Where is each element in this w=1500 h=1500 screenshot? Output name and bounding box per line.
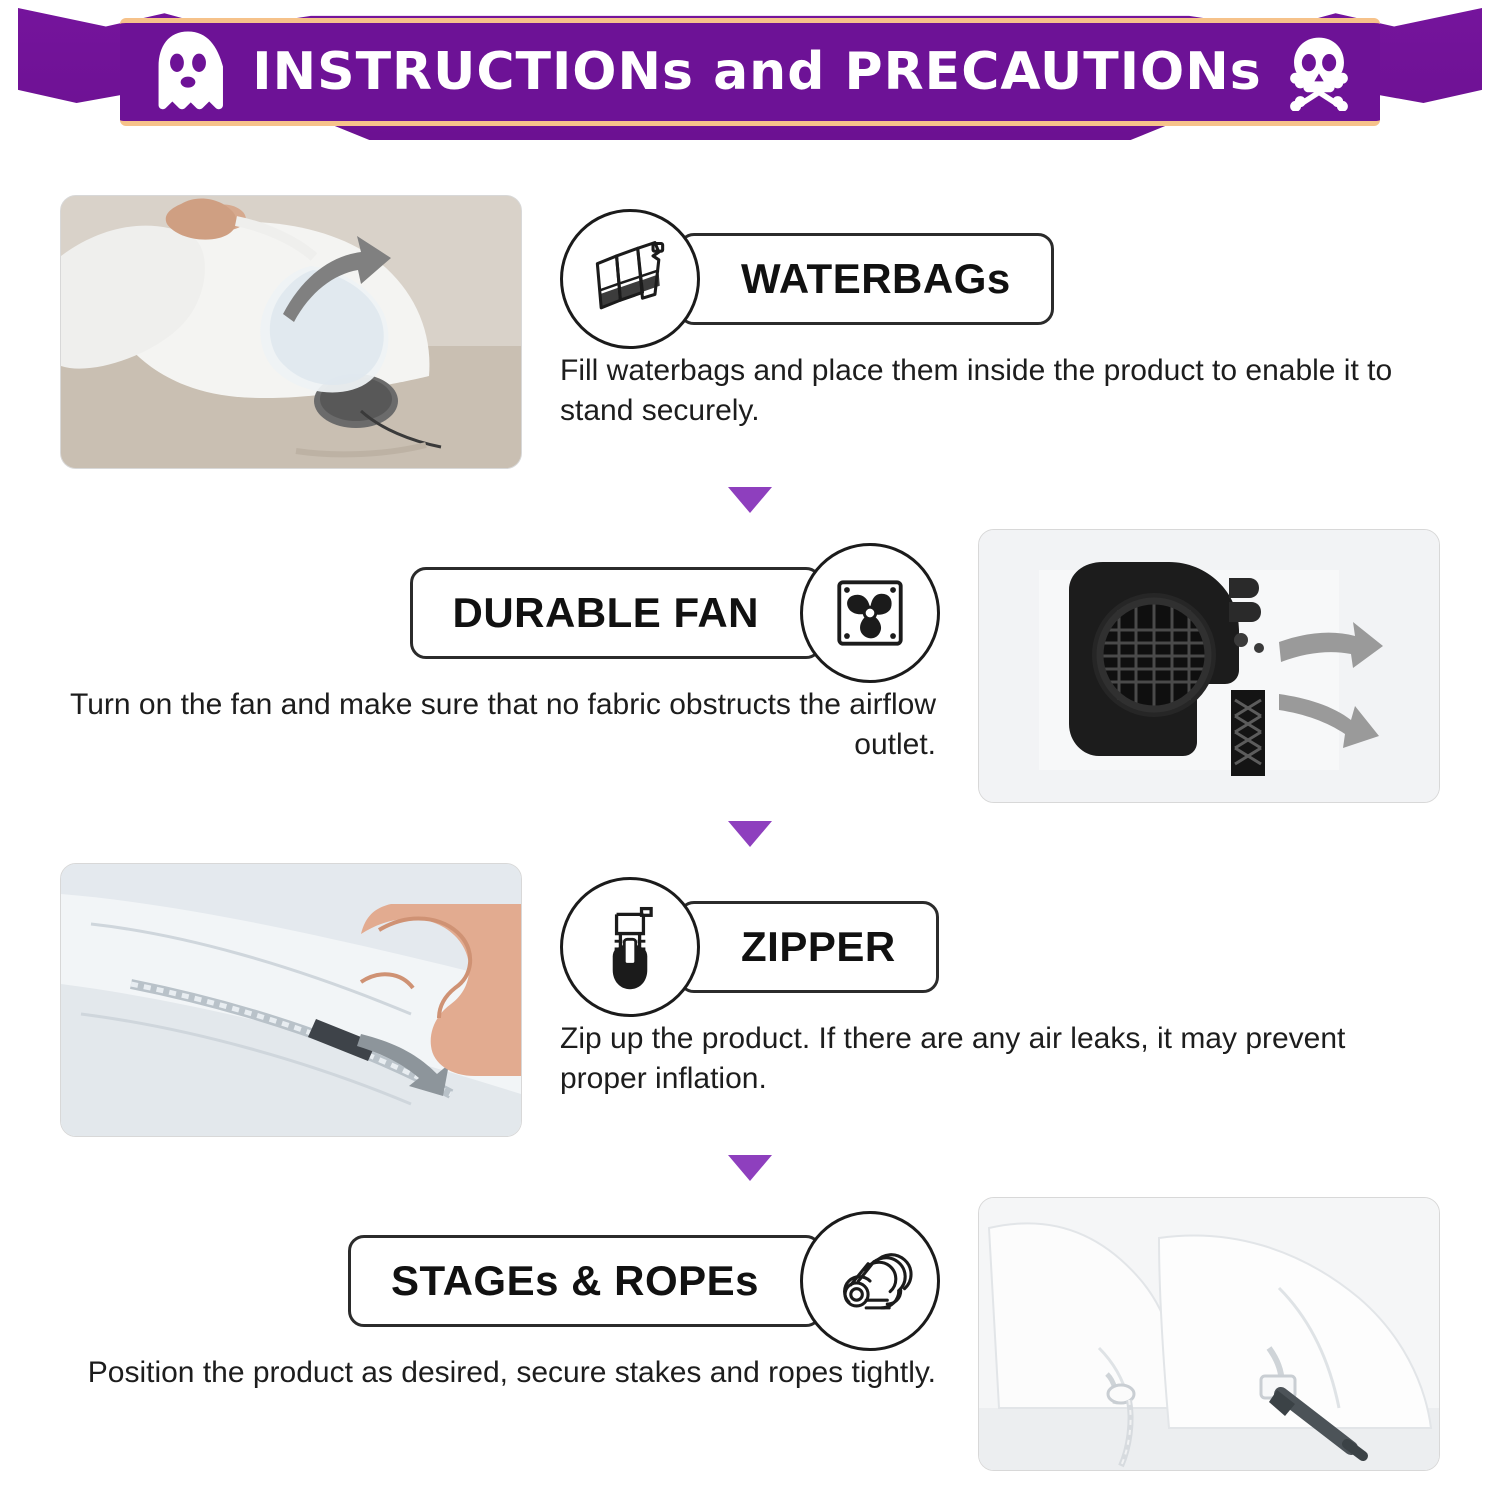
flow-arrow-3 [728, 1155, 772, 1181]
fan-label: DURABLE FAN [410, 567, 823, 659]
banner-title: INSTRUCTIONs and PRECAUTIONs [252, 42, 1262, 102]
flow-arrow-1 [728, 487, 772, 513]
stakes-ropes-photo [978, 1197, 1440, 1471]
flow-arrow-2 [728, 821, 772, 847]
fan-label-row [60, 559, 940, 667]
waterbags-photo [60, 195, 522, 469]
fan-description: Turn on the fan and make sure that no fabric obstructs the airflow outlet. [69, 688, 936, 762]
fan-icon [800, 543, 940, 683]
stages-ropes-text [60, 1197, 940, 1393]
skull-crossbones-icon [1280, 33, 1358, 111]
zipper-photo [60, 863, 522, 1137]
waterbags-label-row [560, 225, 1440, 333]
waterbags-description: Fill waterbags and place them inside the product to enable it to stand securely. [560, 354, 1393, 428]
fan-photo [978, 529, 1440, 803]
zipper-icon [560, 877, 700, 1017]
zipper-label: ZIPPER [678, 901, 939, 993]
step-stages-ropes [60, 1197, 1440, 1471]
rope-coil-icon [800, 1211, 940, 1351]
steps-container [0, 195, 1500, 1471]
stages-ropes-label-row [60, 1227, 940, 1335]
waterbags-text [560, 195, 1440, 431]
ghost-icon [142, 26, 234, 118]
stages-ropes-description: Position the product as desired, secure stakes and ropes tightly. [87, 1356, 936, 1389]
step-durable-fan [60, 529, 1440, 803]
fan-text [60, 529, 940, 765]
zipper-text [560, 863, 1440, 1099]
banner [0, 0, 1500, 175]
waterbags-icon [560, 209, 700, 349]
step-waterbags [60, 195, 1440, 469]
step-zipper [60, 863, 1440, 1137]
banner-inner [120, 18, 1380, 126]
waterbags-label: WATERBAGs [678, 233, 1054, 325]
stages-ropes-label: STAGEs & ROPEs [348, 1235, 822, 1327]
zipper-description: Zip up the product. If there are any air leaks, it may prevent proper inflation. [560, 1022, 1346, 1096]
zipper-label-row [560, 893, 1440, 1001]
